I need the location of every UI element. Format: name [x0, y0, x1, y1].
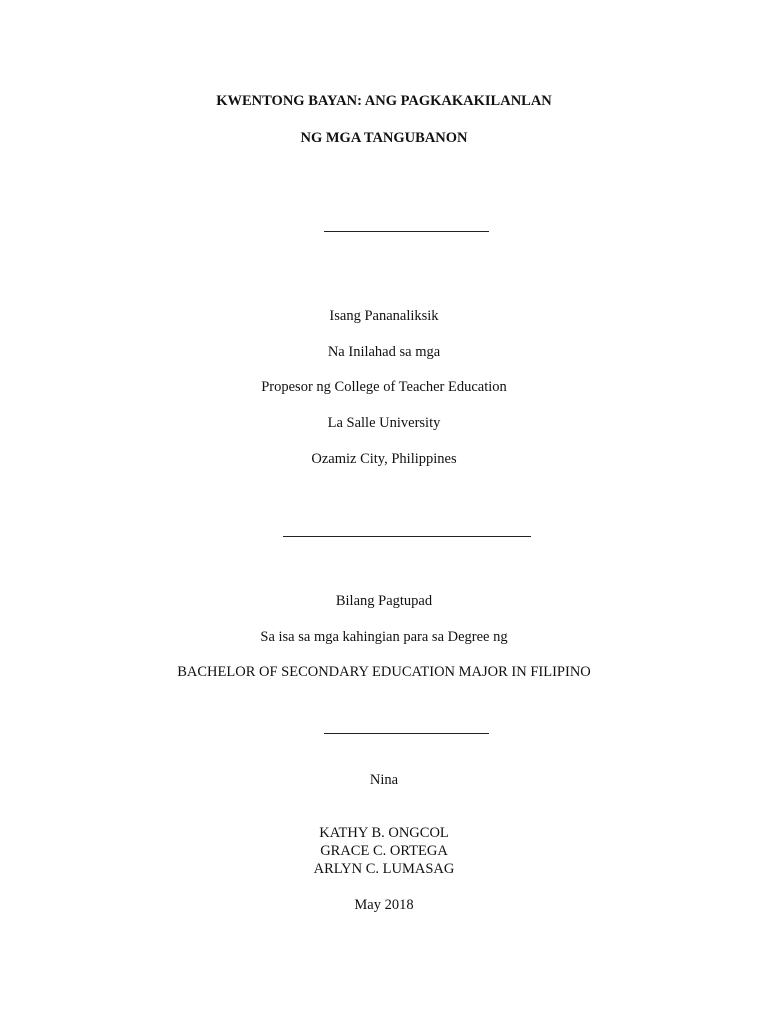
title-line-1: KWENTONG BAYAN: ANG PAGKAKAKILANLAN [216, 93, 552, 109]
author-name: KATHY B. ONGCOL [319, 825, 449, 841]
submission-line-1: Isang Pananaliksik [329, 308, 439, 324]
author-name: GRACE C. ORTEGA [320, 843, 448, 859]
submission-line-2: Na Inilahad sa mga [327, 344, 441, 360]
separator-rule-3 [324, 733, 489, 734]
separator-rule-2 [283, 536, 531, 537]
document-date: May 2018 [354, 897, 414, 913]
author-name: ARLYN C. LUMASAG [313, 861, 455, 877]
author-by-label: Nina [369, 772, 399, 788]
submission-line-3: Propesor ng College of Teacher Education [261, 379, 507, 395]
title-line-2: NG MGA TANGUBANON [300, 130, 468, 146]
submission-line-4: La Salle University [327, 415, 441, 431]
separator-rule-1 [324, 231, 489, 232]
degree-line: BACHELOR OF SECONDARY EDUCATION MAJOR IN FILIPINO [177, 664, 591, 680]
submission-line-5: Ozamiz City, Philippines [311, 451, 457, 467]
fulfillment-line-1: Bilang Pagtupad [335, 593, 433, 609]
fulfillment-line-2: Sa isa sa mga kahingian para sa Degree ng [260, 629, 508, 645]
